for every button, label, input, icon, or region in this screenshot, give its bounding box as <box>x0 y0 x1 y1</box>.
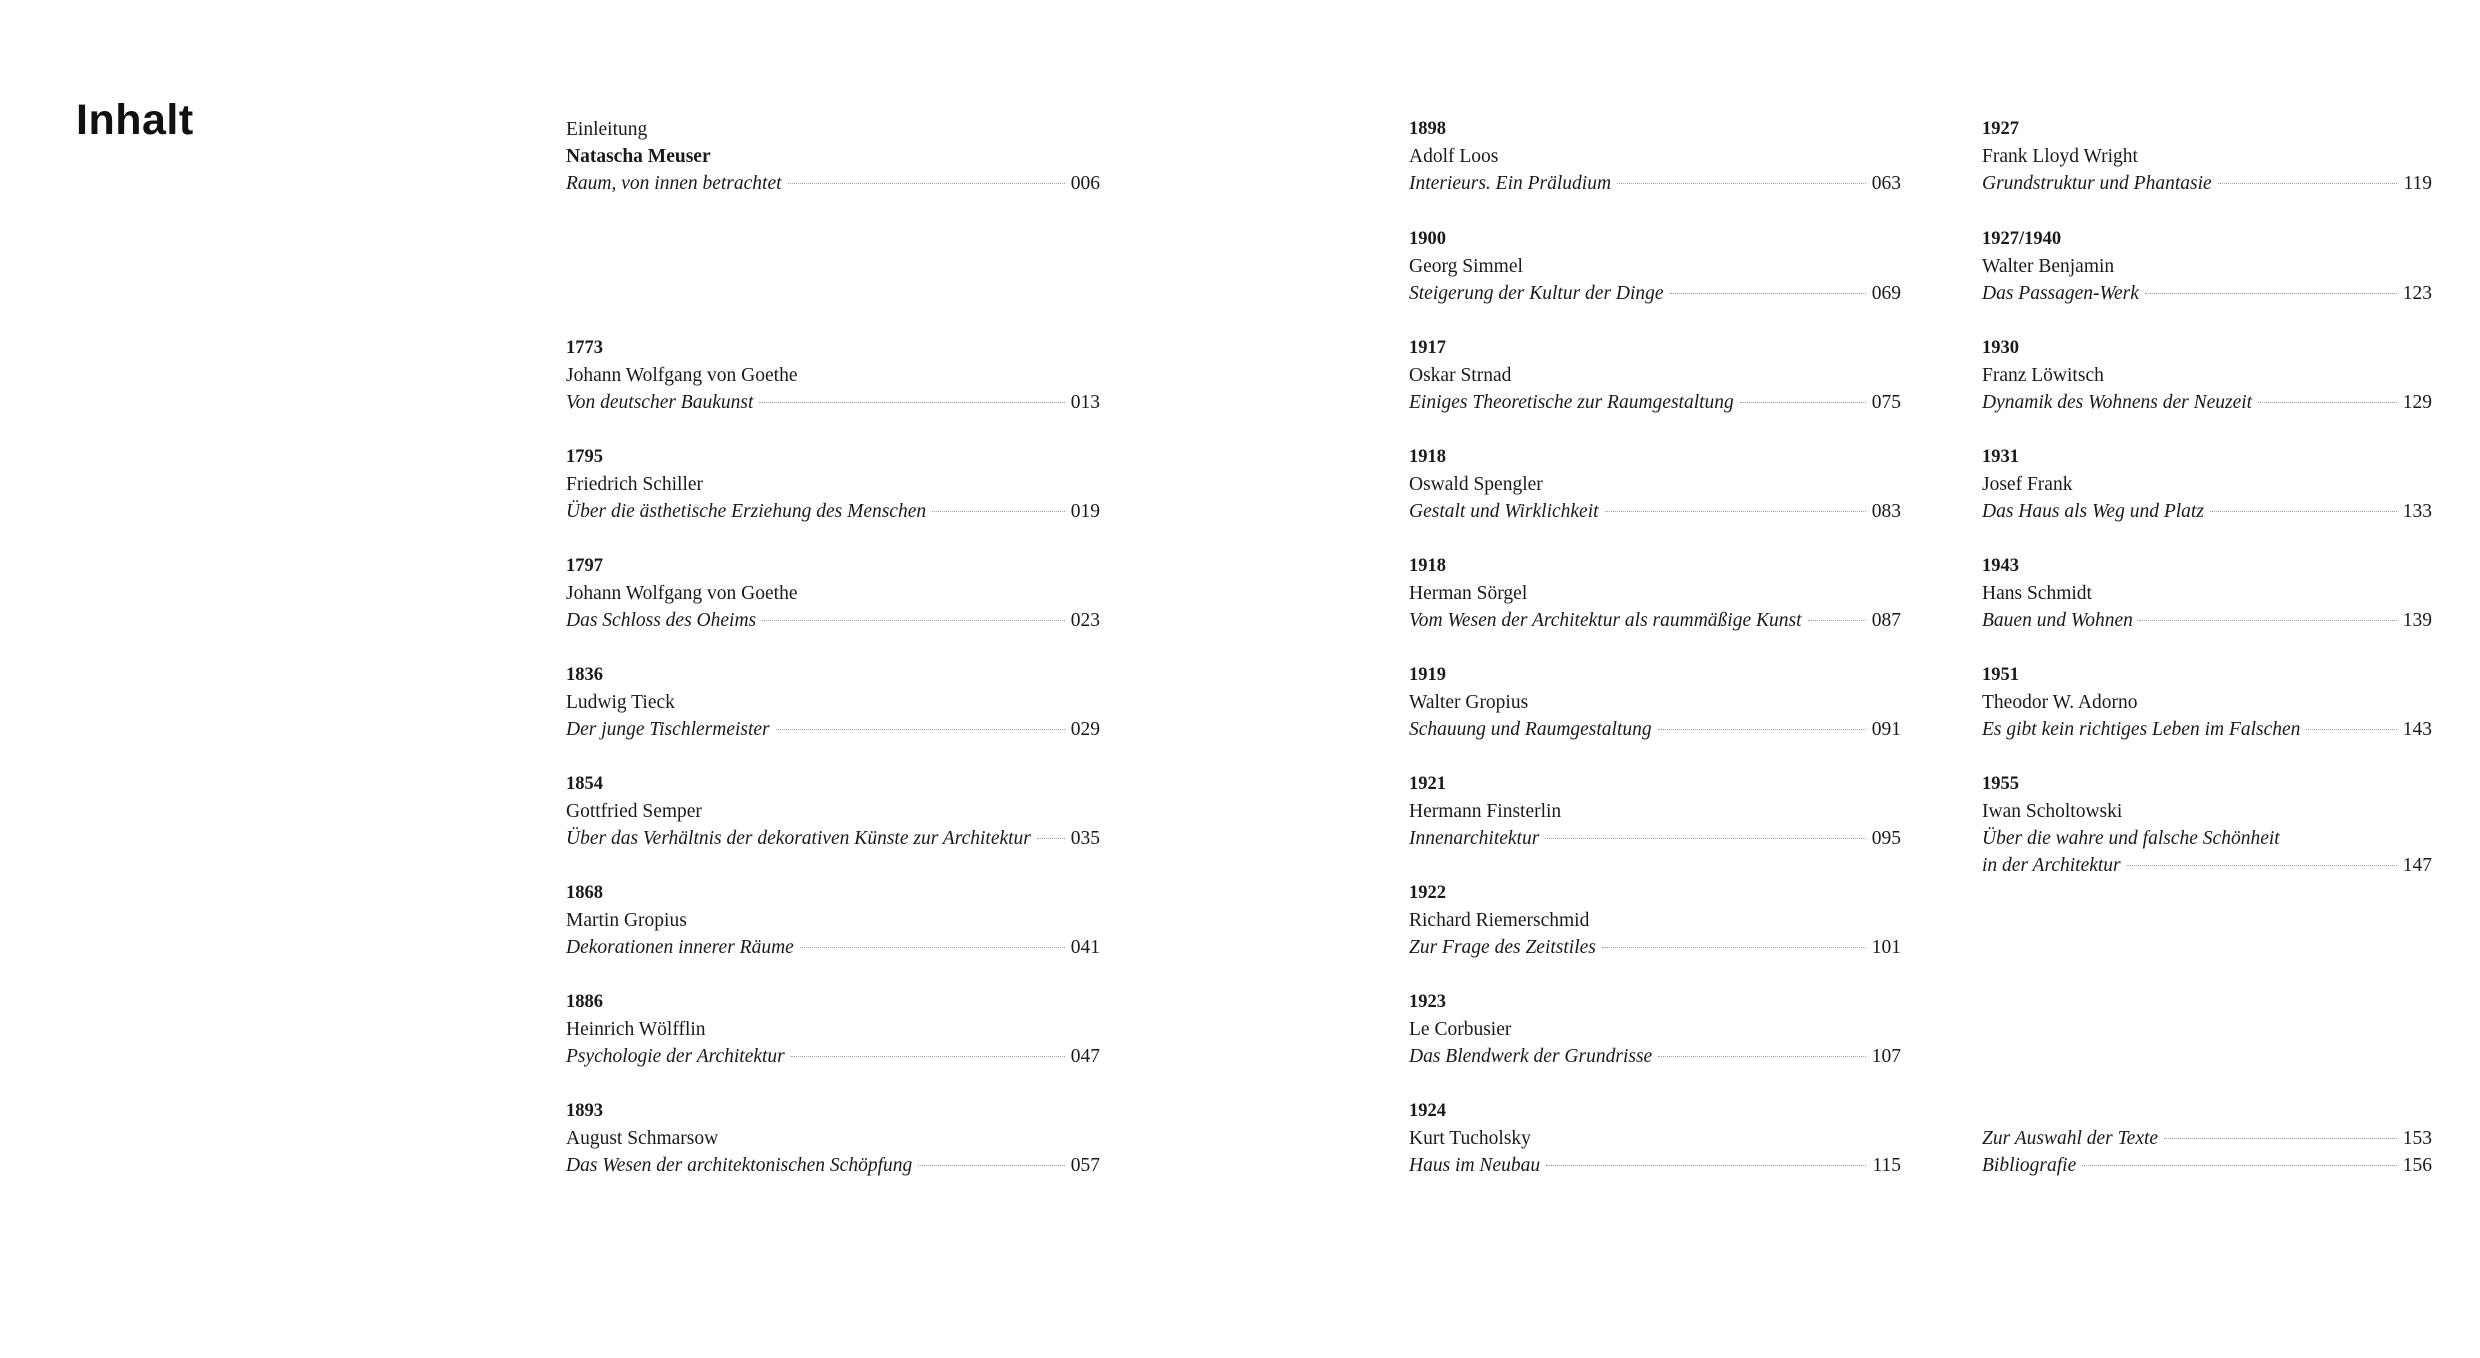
entry-title-line <box>1982 389 2432 416</box>
entry-page-number: 075 <box>1871 392 1901 413</box>
toc-entry[interactable] <box>1409 1098 1901 1179</box>
dot-leader <box>2139 620 2397 621</box>
entry-title: Innenarchitektur <box>1409 828 1540 849</box>
entry-title-line <box>1409 498 1901 525</box>
entry-page-number: 029 <box>1070 719 1100 740</box>
entry-year: 1898 <box>1409 119 1446 139</box>
toc-entry[interactable] <box>1982 553 2432 634</box>
entry-page-number: 006 <box>1070 173 1100 194</box>
entry-title: Vom Wesen der Architektur als raummäßige Kunst <box>1409 610 1802 631</box>
entry-page-number: 153 <box>2402 1128 2432 1149</box>
entry-author: Oswald Spengler <box>1409 474 1543 495</box>
entry-title: Das Haus als Weg und Platz <box>1982 501 2204 522</box>
entry-author: Theodor W. Adorno <box>1982 692 2138 713</box>
toc-entry[interactable] <box>1409 116 1901 197</box>
entry-year: 1836 <box>566 665 603 685</box>
dot-leader <box>1605 511 1866 512</box>
entry-page-number: 041 <box>1070 937 1100 958</box>
entry-title-line <box>566 170 1100 197</box>
entry-title-line <box>1982 1152 2432 1179</box>
entry-title-line <box>1409 825 1901 852</box>
entry-year: 1919 <box>1409 665 1446 685</box>
entry-author: Natascha Meuser <box>566 146 711 167</box>
entry-author: Frank Lloyd Wright <box>1982 146 2138 167</box>
entry-title-line <box>1982 498 2432 525</box>
dot-leader <box>762 620 1065 621</box>
entry-year: 1886 <box>566 992 603 1012</box>
dot-leader <box>918 1165 1065 1166</box>
entry-title-line <box>566 607 1100 634</box>
entry-title: Psychologie der Architektur <box>566 1046 785 1067</box>
dot-leader <box>791 1056 1065 1057</box>
entry-title: Über die ästhetische Erziehung des Menschen <box>566 501 927 522</box>
toc-entry[interactable] <box>1982 444 2432 525</box>
entry-title-line <box>566 825 1100 852</box>
entry-page-number: 087 <box>1871 610 1901 631</box>
dot-leader <box>1670 293 1866 294</box>
entry-year: 1927 <box>1982 119 2019 139</box>
toc-entry[interactable] <box>1409 553 1901 634</box>
dot-leader <box>1658 729 1866 730</box>
entry-title-line <box>566 389 1100 416</box>
entry-year: 1931 <box>1982 447 2019 467</box>
entry-author: Franz Löwitsch <box>1982 365 2104 386</box>
entry-author: Martin Gropius <box>566 910 687 931</box>
toc-entry-intro[interactable] <box>566 116 1100 197</box>
entry-author: Ludwig Tieck <box>566 692 675 713</box>
entry-title-line <box>1409 170 1901 197</box>
entry-title-line <box>566 716 1100 743</box>
entry-title-line <box>1982 607 2432 634</box>
toc-entry[interactable] <box>566 880 1100 961</box>
entry-title: Grundstruktur und Phantasie <box>1982 173 2212 194</box>
dot-leader <box>2218 183 2398 184</box>
entry-title: Das Blendwerk der Grundrisse <box>1409 1046 1653 1067</box>
toc-entry[interactable] <box>566 444 1100 525</box>
appendix-entry[interactable] <box>1982 1152 2432 1179</box>
entry-year: 1922 <box>1409 883 1446 903</box>
entry-title-line <box>1409 607 1901 634</box>
entry-title: Das Wesen der architektonischen Schöpfung <box>566 1155 913 1176</box>
toc-entry[interactable] <box>1409 335 1901 416</box>
dot-leader <box>759 402 1064 403</box>
entry-page-number: 129 <box>2402 392 2432 413</box>
entry-title-line <box>1982 852 2432 879</box>
entry-year: 1930 <box>1982 338 2019 358</box>
entry-title: Bibliografie <box>1982 1155 2077 1176</box>
entry-page-number: 133 <box>2402 501 2432 522</box>
dot-leader <box>776 729 1065 730</box>
entry-title-line <box>1409 934 1901 961</box>
entry-title-first-line: Über die wahre und falsche Schönheit <box>1982 828 2280 849</box>
dot-leader <box>1658 1056 1866 1057</box>
toc-entry[interactable] <box>566 989 1100 1070</box>
entry-year: 1918 <box>1409 556 1446 576</box>
entry-author: Georg Simmel <box>1409 256 1523 277</box>
toc-entry[interactable] <box>1982 771 2432 879</box>
entry-title: Über das Verhältnis der dekorativen Künste zur Architektur <box>566 828 1031 849</box>
toc-entry[interactable] <box>1409 444 1901 525</box>
entry-page-number: 057 <box>1070 1155 1100 1176</box>
page-title: Inhalt <box>76 96 194 144</box>
entry-page-number: 119 <box>2403 173 2432 194</box>
entry-page-number: 123 <box>2402 283 2432 304</box>
entry-title: Von deutscher Baukunst <box>566 392 754 413</box>
entry-title: Bauen und Wohnen <box>1982 610 2133 631</box>
entry-year: 1893 <box>566 1101 603 1121</box>
entry-title: in der Architektur <box>1982 855 2121 876</box>
toc-entry[interactable] <box>566 662 1100 743</box>
entry-year: 1927/1940 <box>1982 229 2062 249</box>
dot-leader <box>2145 293 2397 294</box>
toc-entry[interactable] <box>566 553 1100 634</box>
entry-year: 1795 <box>566 447 603 467</box>
toc-entry[interactable] <box>1982 226 2432 307</box>
dot-leader <box>2127 865 2397 866</box>
appendix-entry[interactable] <box>1982 1125 2432 1152</box>
entry-author: Josef Frank <box>1982 474 2073 495</box>
toc-entry[interactable] <box>1409 880 1901 961</box>
toc-entry[interactable] <box>1409 771 1901 852</box>
dot-leader <box>2164 1138 2397 1139</box>
dot-leader <box>1602 947 1866 948</box>
dot-leader <box>2082 1165 2397 1166</box>
dot-leader <box>2210 511 2397 512</box>
entry-title: Dynamik des Wohnens der Neuzeit <box>1982 392 2253 413</box>
dot-leader <box>1546 1165 1866 1166</box>
entry-page-number: 035 <box>1070 828 1100 849</box>
entry-year: 1868 <box>566 883 603 903</box>
toc-entry[interactable] <box>1982 116 2432 197</box>
entry-title: Es gibt kein richtiges Leben im Falschen <box>1982 719 2301 740</box>
entry-page-number: 139 <box>2402 610 2432 631</box>
entry-author: Iwan Scholtowski <box>1982 801 2123 822</box>
entry-page-number: 063 <box>1871 173 1901 194</box>
toc-entry[interactable] <box>1982 335 2432 416</box>
entry-page-number: 156 <box>2402 1155 2432 1176</box>
entry-title-line <box>1982 1125 2432 1152</box>
entry-page-number: 091 <box>1871 719 1901 740</box>
entry-year: 1921 <box>1409 774 1446 794</box>
dot-leader <box>1037 838 1065 839</box>
entry-title-line <box>1982 716 2432 743</box>
entry-label: Einleitung <box>566 119 648 140</box>
entry-title-line <box>1982 170 2432 197</box>
entry-page-number: 107 <box>1871 1046 1901 1067</box>
entry-title: Haus im Neubau <box>1409 1155 1541 1176</box>
entry-year: 1773 <box>566 338 603 358</box>
dot-leader <box>1545 838 1865 839</box>
toc-entry[interactable] <box>566 335 1100 416</box>
entry-author: Friedrich Schiller <box>566 474 704 495</box>
entry-title: Einiges Theoretische zur Raumgestaltung <box>1409 392 1734 413</box>
entry-title-line <box>1409 716 1901 743</box>
entry-title: Das Passagen-Werk <box>1982 283 2139 304</box>
entry-author: Adolf Loos <box>1409 146 1499 167</box>
entry-page-number: 083 <box>1871 501 1901 522</box>
dot-leader <box>2306 729 2396 730</box>
entry-author: Walter Benjamin <box>1982 256 2115 277</box>
entry-title-line <box>1409 1152 1901 1179</box>
entry-page-number: 069 <box>1871 283 1901 304</box>
toc-entry[interactable] <box>566 771 1100 852</box>
entry-author: Kurt Tucholsky <box>1409 1128 1531 1149</box>
entry-title-line <box>566 1043 1100 1070</box>
entry-author: August Schmarsow <box>566 1128 719 1149</box>
entry-title: Steigerung der Kultur der Dinge <box>1409 283 1664 304</box>
entry-title: Gestalt und Wirklichkeit <box>1409 501 1599 522</box>
dot-leader <box>1617 183 1866 184</box>
entry-page-number: 143 <box>2402 719 2432 740</box>
entry-author: Walter Gropius <box>1409 692 1529 713</box>
entry-year: 1923 <box>1409 992 1446 1012</box>
toc-entry[interactable] <box>1409 662 1901 743</box>
toc-entry[interactable] <box>1982 662 2432 743</box>
dot-leader <box>932 511 1065 512</box>
entry-author: Gottfried Semper <box>566 801 702 822</box>
entry-page-number: 101 <box>1871 937 1901 958</box>
entry-author: Le Corbusier <box>1409 1019 1512 1040</box>
entry-page-number: 013 <box>1070 392 1100 413</box>
entry-author: Johann Wolfgang von Goethe <box>566 365 798 386</box>
entry-author: Herman Sörgel <box>1409 583 1528 604</box>
entry-author: Hermann Finsterlin <box>1409 801 1562 822</box>
entry-title: Das Schloss des Oheims <box>566 610 757 631</box>
entry-page-number: 095 <box>1871 828 1901 849</box>
entry-year: 1955 <box>1982 774 2019 794</box>
entry-page-number: 115 <box>1872 1155 1901 1176</box>
entry-page-number: 019 <box>1070 501 1100 522</box>
dot-leader <box>1808 620 1866 621</box>
dot-leader <box>800 947 1065 948</box>
entry-page-number: 047 <box>1070 1046 1100 1067</box>
toc-entry[interactable] <box>1409 226 1901 307</box>
entry-title-line <box>1409 1043 1901 1070</box>
entry-title-line <box>566 498 1100 525</box>
entry-author: Johann Wolfgang von Goethe <box>566 583 798 604</box>
entry-year: 1797 <box>566 556 603 576</box>
entry-year: 1924 <box>1409 1101 1446 1121</box>
entry-author: Hans Schmidt <box>1982 583 2092 604</box>
entry-title: Schauung und Raumgestaltung <box>1409 719 1652 740</box>
entry-author: Heinrich Wölfflin <box>566 1019 706 1040</box>
entry-title: Zur Frage des Zeitstiles <box>1409 937 1596 958</box>
entry-title: Zur Auswahl der Texte <box>1982 1128 2159 1149</box>
entry-author: Richard Riemerschmid <box>1409 910 1590 931</box>
entry-author: Oskar Strnad <box>1409 365 1512 386</box>
entry-year: 1854 <box>566 774 603 794</box>
entry-year: 1951 <box>1982 665 2019 685</box>
entry-title: Raum, von innen betrachtet <box>566 173 782 194</box>
entry-page-number: 147 <box>2402 855 2432 876</box>
dot-leader <box>2258 402 2397 403</box>
entry-year: 1918 <box>1409 447 1446 467</box>
dot-leader <box>1740 402 1866 403</box>
entry-title-line <box>1409 389 1901 416</box>
entry-year: 1943 <box>1982 556 2019 576</box>
dot-leader <box>788 183 1065 184</box>
entry-title: Interieurs. Ein Präludium <box>1409 173 1612 194</box>
entry-year: 1900 <box>1409 229 1446 249</box>
entry-title: Der junge Tischlermeister <box>566 719 770 740</box>
entry-title: Dekorationen innerer Räume <box>566 937 794 958</box>
toc-entry[interactable] <box>566 1098 1100 1179</box>
entry-title-line <box>566 934 1100 961</box>
toc-entry[interactable] <box>1409 989 1901 1070</box>
entry-year: 1917 <box>1409 338 1446 358</box>
entry-title-line <box>1409 280 1901 307</box>
entry-title-line <box>566 1152 1100 1179</box>
entry-title-line <box>1982 280 2432 307</box>
entry-page-number: 023 <box>1070 610 1100 631</box>
